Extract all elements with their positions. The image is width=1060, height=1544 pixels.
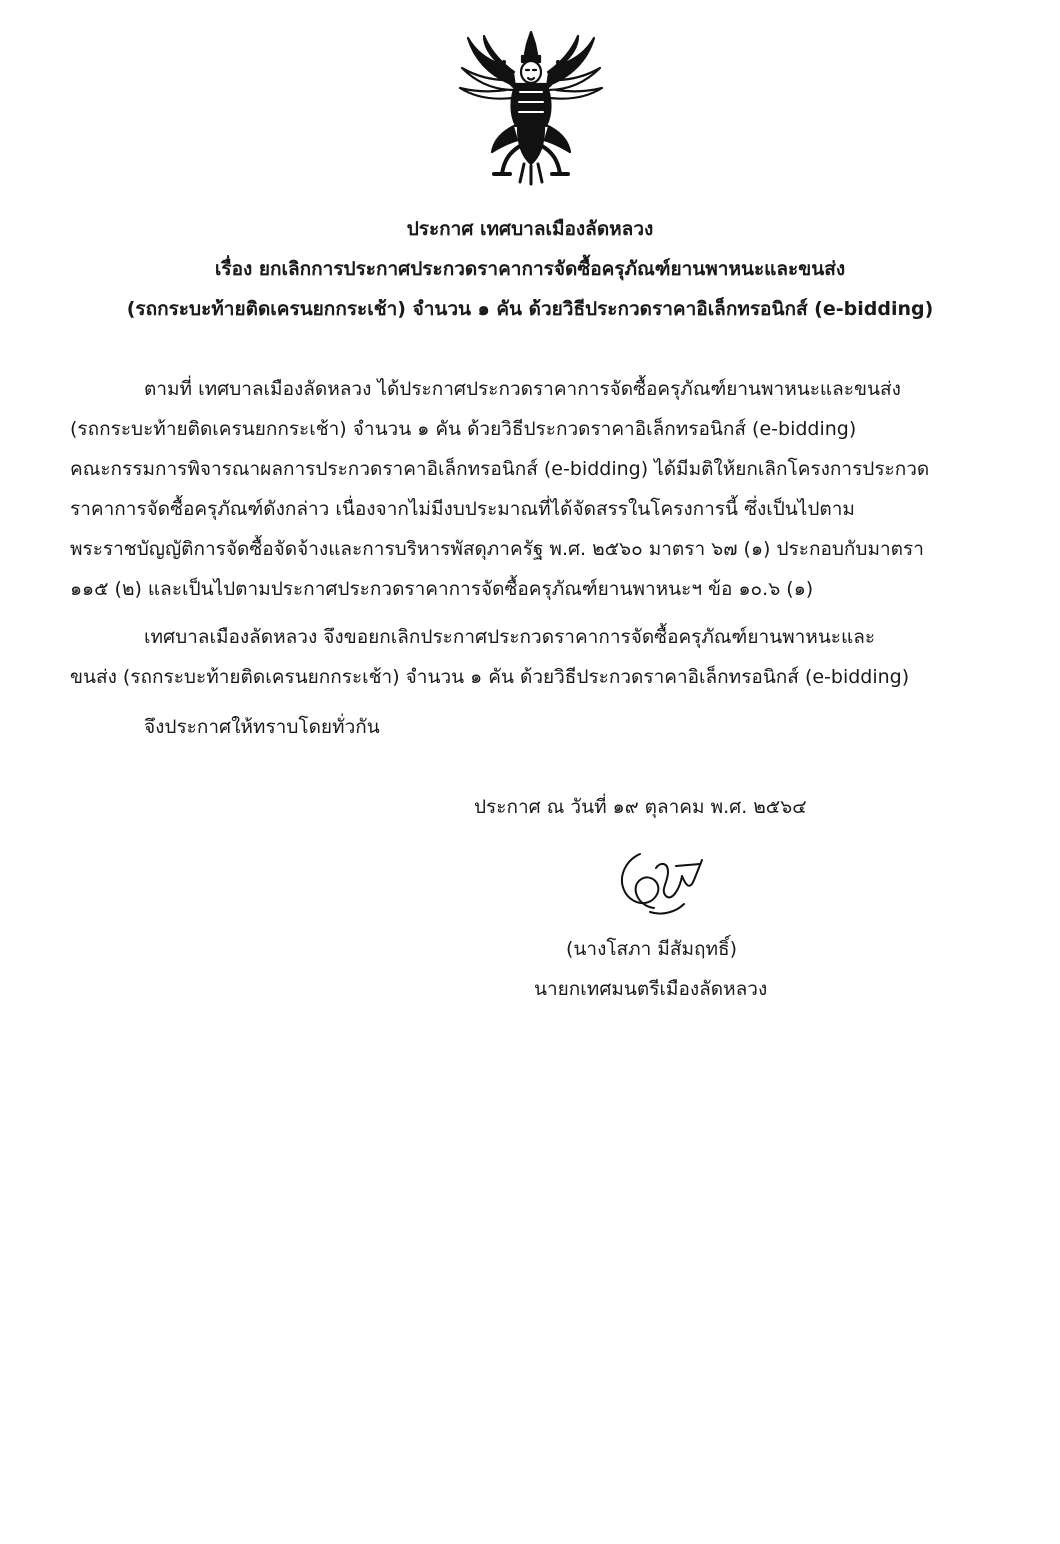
garuda-emblem-icon xyxy=(454,28,608,186)
paragraph1-line1: ตามที่ เทศบาลเมืองลัดหลวง ได้ประกาศประกวดราคาการจัดซื้อครุภัณฑ์ยานพาหนะและขนส่ง xyxy=(144,378,901,400)
paragraph1-line2: (รถกระบะท้ายติดเครนยกกระเช้า) จำนวน ๑ คัน ด้วยวิธีประกวดราคาอิเล็กทรอนิกส์ (e-bidding) xyxy=(70,418,857,440)
closing-line: จึงประกาศให้ทราบโดยทั่วกัน xyxy=(144,716,380,738)
signatory-name: (นางโสภา มีสัมฤทธิ์) xyxy=(566,938,738,960)
paragraph1-line3: คณะกรรมการพิจารณาผลการประกวดราคาอิเล็กทรอนิกส์ (e-bidding) ได้มีมติให้ยกเลิกโครงการประกวด xyxy=(70,458,930,480)
paragraph1-line6: ๑๑๕ (๒) และเป็นไปตามประกาศประกวดราคาการจัดซื้อครุภัณฑ์ยานพาหนะฯ ข้อ ๑๐.๖ (๑) xyxy=(70,578,814,600)
signatory-position: นายกเทศมนตรีเมืองลัดหลวง xyxy=(534,978,768,1000)
handwritten-signature xyxy=(610,846,720,918)
subject-line-1: เรื่อง ยกเลิกการประกาศประกวดราคาการจัดซื้อครุภัณฑ์ยานพาหนะและขนส่ง xyxy=(214,258,846,280)
announcement-title: ประกาศ เทศบาลเมืองลัดหลวง xyxy=(406,218,654,240)
date-line: ประกาศ ณ วันที่ ๑๙ ตุลาคม พ.ศ. ๒๕๖๔ xyxy=(474,796,807,818)
paragraph1-line5: พระราชบัญญัติการจัดซื้อจัดจ้างและการบริหารพัสดุภาครัฐ พ.ศ. ๒๕๖๐ มาตรา ๖๗ (๑) ประกอบกับมาตรา xyxy=(70,538,924,560)
paragraph2-line2: ขนส่ง (รถกระบะท้ายติดเครนยกกระเช้า) จำนวน ๑ คัน ด้วยวิธีประกวดราคาอิเล็กทรอนิกส์ (e-bidding) xyxy=(70,666,910,688)
paragraph2-line1: เทศบาลเมืองลัดหลวง จึงขอยกเลิกประกาศประกวดราคาการจัดซื้อครุภัณฑ์ยานพาหนะและ xyxy=(144,626,876,648)
paragraph1-line4: ราคาการจัดซื้อครุภัณฑ์ดังกล่าว เนื่องจากไม่มีงบประมาณที่ได้จัดสรรในโครงการนี้ ซึ่งเป็นไปตาม xyxy=(70,498,855,520)
subject-line-2: (รถกระบะท้ายติดเครนยกกระเช้า) จำนวน ๑ คัน ด้วยวิธีประกวดราคาอิเล็กทรอนิกส์ (e-bidding) xyxy=(126,298,934,320)
